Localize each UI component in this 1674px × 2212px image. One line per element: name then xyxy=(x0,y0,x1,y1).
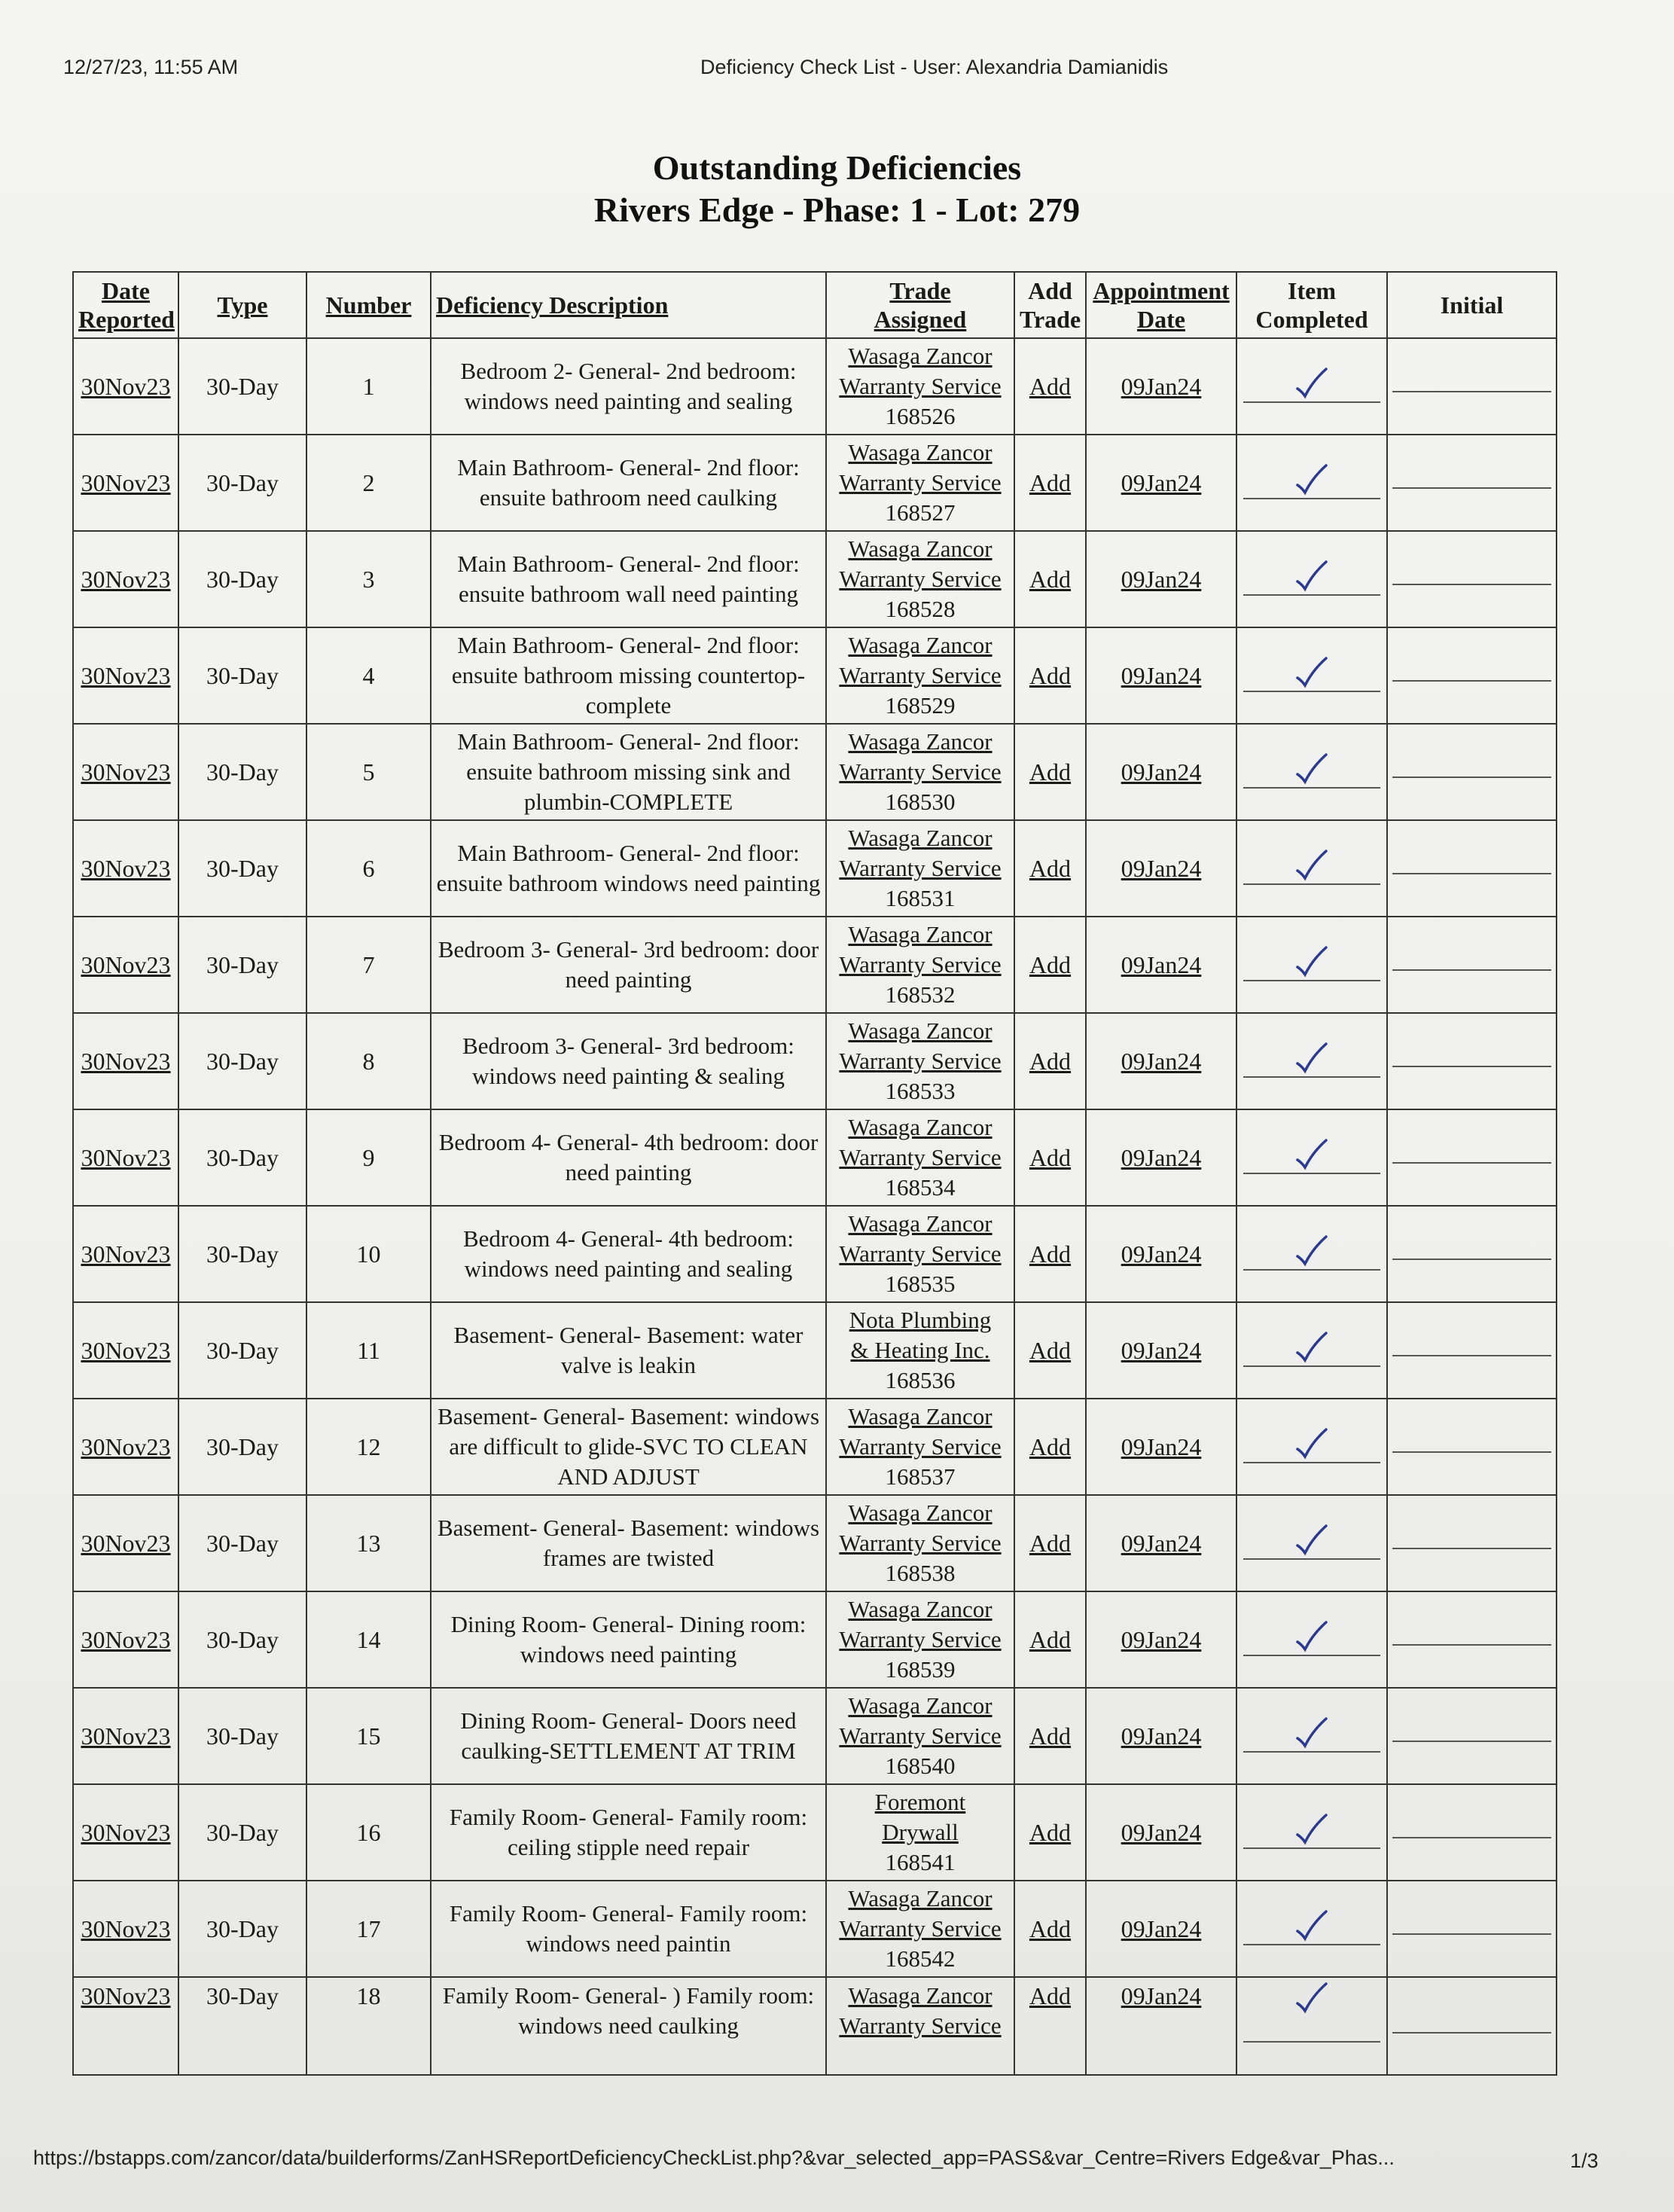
table-row xyxy=(73,1881,1557,1977)
deficiency-number: 14 xyxy=(306,1591,431,1688)
deficiency-type: 30-Day xyxy=(178,627,306,724)
deficiency-description: Basement- General- Basement: windows frames are twisted xyxy=(431,1495,826,1591)
date-reported-link[interactable]: 30Nov23 xyxy=(73,1013,178,1109)
appointment-date-link[interactable]: 09Jan24 xyxy=(1086,1109,1236,1206)
date-reported-link[interactable]: 30Nov23 xyxy=(73,1302,178,1399)
table-row xyxy=(73,1784,1557,1881)
appointment-date-link[interactable]: 09Jan24 xyxy=(1086,1495,1236,1591)
appointment-date-link[interactable]: 09Jan24 xyxy=(1086,1881,1236,1977)
trade-work-order-id: 168540 xyxy=(885,1753,956,1779)
initial-cell xyxy=(1387,1495,1557,1591)
date-reported-link[interactable]: 30Nov23 xyxy=(73,338,178,435)
appointment-date-link[interactable]: 09Jan24 xyxy=(1086,917,1236,1013)
print-header-title: Deficiency Check List - User: Alexandria Damianidis xyxy=(700,56,1169,78)
trade-name-line1: Wasaga Zancor xyxy=(848,1982,993,2009)
table-row xyxy=(73,531,1557,627)
trade-assigned-link[interactable] xyxy=(826,1399,1014,1495)
trade-work-order-id: 168526 xyxy=(885,403,956,429)
item-completed-cell xyxy=(1236,1302,1387,1399)
date-reported-link[interactable]: 30Nov23 xyxy=(73,435,178,531)
checkmark-icon xyxy=(1293,1234,1331,1268)
item-completed-cell xyxy=(1236,820,1387,917)
checkmark-icon xyxy=(1293,1812,1331,1847)
date-reported-link[interactable]: 30Nov23 xyxy=(73,1109,178,1206)
checkmark-icon xyxy=(1293,1716,1331,1750)
date-reported-link[interactable]: 30Nov23 xyxy=(73,1591,178,1688)
deficiency-description: Main Bathroom- General- 2nd floor: ensuite bathroom wall need painting xyxy=(431,531,826,627)
deficiency-number: 16 xyxy=(306,1784,431,1881)
initial-cell xyxy=(1387,338,1557,435)
add-trade-link[interactable]: Add xyxy=(1014,627,1086,724)
trade-name-line1: Wasaga Zancor xyxy=(848,535,993,562)
trade-work-order-id: 168531 xyxy=(885,885,956,911)
trade-name-line2: Warranty Service xyxy=(839,1144,1002,1170)
deficiency-number: 6 xyxy=(306,820,431,917)
deficiency-description: Bedroom 4- General- 4th bedroom: door need painting xyxy=(431,1109,826,1206)
deficiency-type: 30-Day xyxy=(178,1495,306,1591)
checkmark-icon xyxy=(1293,655,1331,690)
col-header-trade: Trade Assigned xyxy=(826,272,1014,338)
deficiency-table xyxy=(72,271,1557,2076)
item-completed-cell xyxy=(1236,1013,1387,1109)
checkmark-icon xyxy=(1293,1137,1331,1172)
deficiency-type: 30-Day xyxy=(178,917,306,1013)
table-row xyxy=(73,917,1557,1013)
date-reported-link[interactable]: 30Nov23 xyxy=(73,1495,178,1591)
deficiency-description: Family Room- General- Family room: windows need paintin xyxy=(431,1881,826,1977)
trade-work-order-id: 168532 xyxy=(885,981,956,1008)
deficiency-type: 30-Day xyxy=(178,1399,306,1495)
trade-name-line2: Warranty Service xyxy=(839,1915,1002,1942)
trade-name-line1: Wasaga Zancor xyxy=(848,1596,993,1622)
trade-name-line1: Wasaga Zancor xyxy=(848,921,993,947)
item-completed-cell xyxy=(1236,1495,1387,1591)
checkmark-icon xyxy=(1293,1330,1331,1365)
trade-name-line2: Warranty Service xyxy=(839,1626,1002,1652)
deficiency-type: 30-Day xyxy=(178,1302,306,1399)
print-footer-url: https://bstapps.com/zancor/data/builderforms/ZanHSReportDeficiencyCheckList.php?&var_selected_app=PASS&var_Centre=Rivers Edge&var_Phas... xyxy=(33,2146,1395,2169)
col-header-add-trade: Add Trade xyxy=(1014,272,1086,338)
trade-name-line1: Wasaga Zancor xyxy=(848,1885,993,1911)
page-title: Outstanding Deficiencies xyxy=(652,148,1022,187)
initial-cell xyxy=(1387,1013,1557,1109)
appointment-date-link[interactable]: 09Jan24 xyxy=(1086,1206,1236,1302)
trade-name-line1: Wasaga Zancor xyxy=(848,1210,993,1237)
page-number: 1/3 xyxy=(1570,2149,1599,2172)
trade-name-line2: Warranty Service xyxy=(839,469,1002,496)
trade-name-line2: Warranty Service xyxy=(839,662,1002,688)
deficiency-type: 30-Day xyxy=(178,435,306,531)
trade-name-line2: Warranty Service xyxy=(839,1722,1002,1749)
deficiency-description: Basement- General- Basement: water valve is leakin xyxy=(431,1302,826,1399)
add-trade-link[interactable]: Add xyxy=(1014,1977,1086,2075)
deficiency-number: 3 xyxy=(306,531,431,627)
add-trade-link[interactable]: Add xyxy=(1014,917,1086,1013)
checkmark-icon xyxy=(1293,1981,1331,2015)
trade-name-line1: Nota Plumbing xyxy=(849,1307,992,1333)
deficiency-description: Bedroom 3- General- 3rd bedroom: windows need painting & sealing xyxy=(431,1013,826,1109)
deficiency-number: 17 xyxy=(306,1881,431,1977)
appointment-date-link[interactable]: 09Jan24 xyxy=(1086,338,1236,435)
trade-work-order-id: 168527 xyxy=(885,499,956,526)
trade-name-line1: Wasaga Zancor xyxy=(848,1403,993,1429)
table-row xyxy=(73,338,1557,435)
trade-name-line2: Warranty Service xyxy=(839,1048,1002,1074)
trade-name-line2: Warranty Service xyxy=(839,373,1002,399)
initial-cell xyxy=(1387,1784,1557,1881)
deficiency-description: Family Room- General- Family room: ceiling stipple need repair xyxy=(431,1784,826,1881)
checkmark-icon xyxy=(1293,944,1331,979)
col-header-type: Type xyxy=(178,272,306,338)
add-trade-link[interactable]: Add xyxy=(1014,1881,1086,1977)
add-trade-link[interactable]: Add xyxy=(1014,1688,1086,1784)
trade-assigned-link[interactable] xyxy=(826,1109,1014,1206)
initial-cell xyxy=(1387,917,1557,1013)
col-header-item-completed: Item Completed xyxy=(1236,272,1387,338)
initial-cell xyxy=(1387,1591,1557,1688)
date-reported-link[interactable]: 30Nov23 xyxy=(73,1688,178,1784)
trade-assigned-link[interactable] xyxy=(826,1977,1014,2075)
deficiency-number: 11 xyxy=(306,1302,431,1399)
checkmark-icon xyxy=(1293,1523,1331,1558)
trade-assigned-link[interactable] xyxy=(826,917,1014,1013)
trade-assigned-link[interactable] xyxy=(826,1688,1014,1784)
trade-assigned-link[interactable] xyxy=(826,724,1014,820)
initial-cell xyxy=(1387,1399,1557,1495)
trade-assigned-link[interactable] xyxy=(826,1495,1014,1591)
appointment-date-link[interactable]: 09Jan24 xyxy=(1086,820,1236,917)
add-trade-link[interactable]: Add xyxy=(1014,1206,1086,1302)
deficiency-type: 30-Day xyxy=(178,1881,306,1977)
appointment-date-link[interactable]: 09Jan24 xyxy=(1086,1591,1236,1688)
deficiency-description: Main Bathroom- General- 2nd floor: ensuite bathroom missing countertop-complete xyxy=(431,627,826,724)
deficiency-type: 30-Day xyxy=(178,1206,306,1302)
deficiency-type: 30-Day xyxy=(178,724,306,820)
col-header-number: Number xyxy=(306,272,431,338)
trade-assigned-link[interactable] xyxy=(826,531,1014,627)
trade-assigned-link[interactable] xyxy=(826,1881,1014,1977)
item-completed-cell xyxy=(1236,1206,1387,1302)
date-reported-link[interactable]: 30Nov23 xyxy=(73,1399,178,1495)
deficiency-description: Bedroom 2- General- 2nd bedroom: windows need painting and sealing xyxy=(431,338,826,435)
trade-assigned-link[interactable] xyxy=(826,1013,1014,1109)
date-reported-link[interactable]: 30Nov23 xyxy=(73,1206,178,1302)
trade-assigned-link[interactable] xyxy=(826,820,1014,917)
trade-work-order-id: 168537 xyxy=(885,1463,956,1490)
trade-work-order-id: 168535 xyxy=(885,1271,956,1297)
trade-name-line2: Warranty Service xyxy=(839,951,1002,978)
appointment-date-link[interactable]: 09Jan24 xyxy=(1086,724,1236,820)
col-header-appointment: Appointment Date xyxy=(1086,272,1236,338)
trade-assigned-link[interactable] xyxy=(826,338,1014,435)
deficiency-number: 15 xyxy=(306,1688,431,1784)
item-completed-cell xyxy=(1236,1881,1387,1977)
trade-work-order-id: 168529 xyxy=(885,692,956,719)
trade-name-line1: Wasaga Zancor xyxy=(848,632,993,658)
date-reported-link[interactable]: 30Nov23 xyxy=(73,917,178,1013)
trade-name-line1: Wasaga Zancor xyxy=(848,343,993,369)
initial-cell xyxy=(1387,1977,1557,2075)
deficiency-number: 9 xyxy=(306,1109,431,1206)
item-completed-cell xyxy=(1236,435,1387,531)
appointment-date-link[interactable]: 09Jan24 xyxy=(1086,1013,1236,1109)
deficiency-description: Main Bathroom- General- 2nd floor: ensuite bathroom missing sink and plumbin-COMPLETE xyxy=(431,724,826,820)
trade-name-line1: Wasaga Zancor xyxy=(848,439,993,465)
add-trade-link[interactable]: Add xyxy=(1014,1591,1086,1688)
trade-name-line2: Warranty Service xyxy=(839,1433,1002,1460)
trade-name-line1: Wasaga Zancor xyxy=(848,1114,993,1140)
item-completed-cell xyxy=(1236,1784,1387,1881)
table-row xyxy=(73,820,1557,917)
checkmark-icon xyxy=(1293,1619,1331,1654)
add-trade-link[interactable]: Add xyxy=(1014,1784,1086,1881)
add-trade-link[interactable]: Add xyxy=(1014,1302,1086,1399)
trade-name-line2: Warranty Service xyxy=(839,566,1002,592)
initial-cell xyxy=(1387,531,1557,627)
table-row xyxy=(73,1688,1557,1784)
deficiency-number: 13 xyxy=(306,1495,431,1591)
deficiency-type: 30-Day xyxy=(178,1591,306,1688)
table-row xyxy=(73,1013,1557,1109)
trade-assigned-link[interactable] xyxy=(826,1302,1014,1399)
table-row xyxy=(73,1302,1557,1399)
add-trade-link[interactable]: Add xyxy=(1014,1109,1086,1206)
checkmark-icon xyxy=(1293,462,1331,497)
deficiency-description: Basement- General- Basement: windows are difficult to glide-SVC TO CLEAN AND ADJUST xyxy=(431,1399,826,1495)
trade-work-order-id: 168542 xyxy=(885,1945,956,1972)
date-reported-link[interactable]: 30Nov23 xyxy=(73,724,178,820)
initial-cell xyxy=(1387,724,1557,820)
date-reported-link[interactable]: 30Nov23 xyxy=(73,627,178,724)
add-trade-link[interactable]: Add xyxy=(1014,338,1086,435)
date-reported-link[interactable]: 30Nov23 xyxy=(73,1977,178,2075)
initial-cell xyxy=(1387,1688,1557,1784)
deficiency-type: 30-Day xyxy=(178,1688,306,1784)
table-header-row xyxy=(73,272,1557,338)
deficiency-description: Main Bathroom- General- 2nd floor: ensuite bathroom windows need painting xyxy=(431,820,826,917)
deficiency-number: 2 xyxy=(306,435,431,531)
item-completed-cell xyxy=(1236,917,1387,1013)
item-completed-cell xyxy=(1236,1591,1387,1688)
initial-cell xyxy=(1387,1302,1557,1399)
trade-name-line1: Foremont xyxy=(874,1789,966,1815)
add-trade-link[interactable]: Add xyxy=(1014,435,1086,531)
checkmark-icon xyxy=(1293,1426,1331,1461)
checkmark-icon xyxy=(1293,752,1331,786)
item-completed-cell xyxy=(1236,338,1387,435)
deficiency-description: Dining Room- General- Dining room: windows need painting xyxy=(431,1591,826,1688)
table-row xyxy=(73,1977,1557,2075)
item-completed-cell xyxy=(1236,724,1387,820)
item-completed-cell xyxy=(1236,1109,1387,1206)
trade-name-line1: Wasaga Zancor xyxy=(848,1018,993,1044)
initial-cell xyxy=(1387,820,1557,917)
add-trade-link[interactable]: Add xyxy=(1014,1495,1086,1591)
date-reported-link[interactable]: 30Nov23 xyxy=(73,1881,178,1977)
deficiency-type: 30-Day xyxy=(178,338,306,435)
deficiency-description: Family Room- General- ) Family room: windows need caulking xyxy=(431,1977,826,2075)
checkmark-icon xyxy=(1293,1908,1331,1943)
trade-name-line1: Wasaga Zancor xyxy=(848,825,993,851)
initial-cell xyxy=(1387,1881,1557,1977)
appointment-date-link[interactable]: 09Jan24 xyxy=(1086,1784,1236,1881)
table-row xyxy=(73,1495,1557,1591)
appointment-date-link[interactable]: 09Jan24 xyxy=(1086,435,1236,531)
print-timestamp: 12/27/23, 11:55 AM xyxy=(63,56,239,78)
item-completed-cell xyxy=(1236,1399,1387,1495)
deficiency-number: 7 xyxy=(306,917,431,1013)
add-trade-link[interactable]: Add xyxy=(1014,820,1086,917)
item-completed-cell xyxy=(1236,627,1387,724)
checkmark-icon xyxy=(1293,559,1331,593)
appointment-date-link[interactable]: 09Jan24 xyxy=(1086,1302,1236,1399)
initial-cell xyxy=(1387,1206,1557,1302)
deficiency-description: Dining Room- General- Doors need caulking-SETTLEMENT AT TRIM xyxy=(431,1688,826,1784)
table-row xyxy=(73,435,1557,531)
trade-assigned-link[interactable] xyxy=(826,1206,1014,1302)
deficiency-type: 30-Day xyxy=(178,1109,306,1206)
table-row xyxy=(73,1591,1557,1688)
table-row xyxy=(73,627,1557,724)
deficiency-number: 12 xyxy=(306,1399,431,1495)
add-trade-link[interactable]: Add xyxy=(1014,724,1086,820)
deficiency-type: 30-Day xyxy=(178,531,306,627)
trade-name-line1: Wasaga Zancor xyxy=(848,728,993,755)
deficiency-number: 10 xyxy=(306,1206,431,1302)
deficiency-description: Bedroom 3- General- 3rd bedroom: door need painting xyxy=(431,917,826,1013)
deficiency-number: 5 xyxy=(306,724,431,820)
deficiency-type: 30-Day xyxy=(178,1784,306,1881)
add-trade-link[interactable]: Add xyxy=(1014,531,1086,627)
initial-cell xyxy=(1387,627,1557,724)
trade-name-line2: & Heating Inc. xyxy=(850,1337,990,1363)
deficiency-number: 1 xyxy=(306,338,431,435)
trade-work-order-id: 168528 xyxy=(885,596,956,622)
trade-name-line2: Drywall xyxy=(882,1819,959,1845)
trade-assigned-link[interactable] xyxy=(826,435,1014,531)
table-row xyxy=(73,1399,1557,1495)
checkmark-icon xyxy=(1293,366,1331,401)
deficiency-type: 30-Day xyxy=(178,1013,306,1109)
trade-name-line2: Warranty Service xyxy=(839,2012,1002,2039)
checkmark-icon xyxy=(1293,848,1331,883)
deficiency-number: 18 xyxy=(306,1977,431,2075)
trade-assigned-link[interactable] xyxy=(826,1591,1014,1688)
trade-name-line1: Wasaga Zancor xyxy=(848,1500,993,1526)
date-reported-link[interactable]: 30Nov23 xyxy=(73,531,178,627)
initial-cell xyxy=(1387,1109,1557,1206)
table-row xyxy=(73,1109,1557,1206)
col-header-date: Date Reported xyxy=(73,272,178,338)
deficiency-type: 30-Day xyxy=(178,820,306,917)
date-reported-link[interactable]: 30Nov23 xyxy=(73,820,178,917)
trade-work-order-id: 168536 xyxy=(885,1367,956,1393)
col-header-description: Deficiency Description xyxy=(431,272,826,338)
checkmark-icon xyxy=(1293,1041,1331,1075)
trade-work-order-id: 168530 xyxy=(885,789,956,815)
table-row xyxy=(73,1206,1557,1302)
appointment-date-link[interactable]: 09Jan24 xyxy=(1086,531,1236,627)
initial-cell xyxy=(1387,435,1557,531)
deficiency-description: Bedroom 4- General- 4th bedroom: windows need painting and sealing xyxy=(431,1206,826,1302)
add-trade-link[interactable]: Add xyxy=(1014,1013,1086,1109)
appointment-date-link[interactable]: 09Jan24 xyxy=(1086,627,1236,724)
item-completed-cell xyxy=(1236,1977,1387,2075)
trade-name-line2: Warranty Service xyxy=(839,758,1002,785)
deficiency-number: 8 xyxy=(306,1013,431,1109)
item-completed-cell xyxy=(1236,531,1387,627)
appointment-date-link[interactable]: 09Jan24 xyxy=(1086,1399,1236,1495)
appointment-date-link[interactable]: 09Jan24 xyxy=(1086,1977,1236,2075)
trade-name-line2: Warranty Service xyxy=(839,1240,1002,1267)
col-header-initial: Initial xyxy=(1387,272,1557,338)
deficiency-number: 4 xyxy=(306,627,431,724)
trade-assigned-link[interactable] xyxy=(826,1784,1014,1881)
trade-work-order-id: 168534 xyxy=(885,1174,956,1201)
trade-name-line2: Warranty Service xyxy=(839,1530,1002,1556)
table-row xyxy=(73,724,1557,820)
trade-work-order-id: 168533 xyxy=(885,1078,956,1104)
deficiency-description: Main Bathroom- General- 2nd floor: ensuite bathroom need caulking xyxy=(431,435,826,531)
trade-work-order-id: 168541 xyxy=(885,1849,956,1875)
date-reported-link[interactable]: 30Nov23 xyxy=(73,1784,178,1881)
trade-work-order-id: 168539 xyxy=(885,1656,956,1683)
trade-work-order-id: 168538 xyxy=(885,1560,956,1586)
deficiency-type: 30-Day xyxy=(178,1977,306,2075)
appointment-date-link[interactable]: 09Jan24 xyxy=(1086,1688,1236,1784)
item-completed-cell xyxy=(1236,1688,1387,1784)
add-trade-link[interactable]: Add xyxy=(1014,1399,1086,1495)
page-subtitle: Rivers Edge - Phase: 1 - Lot: 279 xyxy=(593,191,1081,229)
trade-name-line1: Wasaga Zancor xyxy=(848,1692,993,1719)
trade-assigned-link[interactable] xyxy=(826,627,1014,724)
trade-name-line2: Warranty Service xyxy=(839,855,1002,881)
